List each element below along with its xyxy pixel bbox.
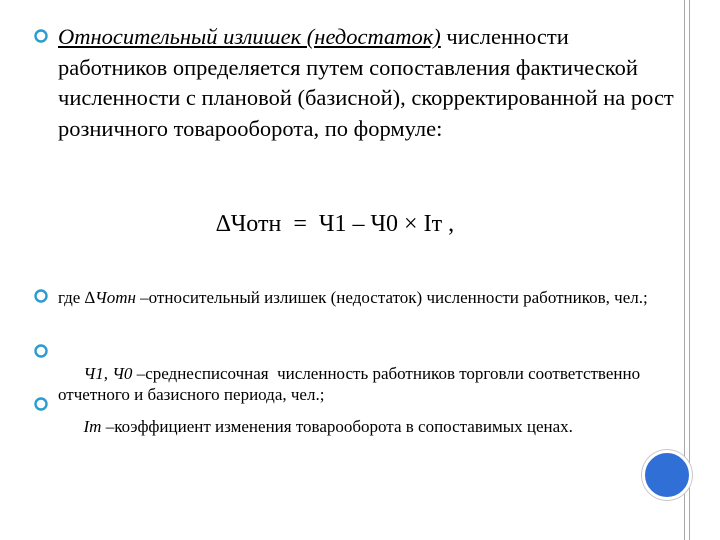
bullet-icon xyxy=(33,288,49,304)
definition-prefix xyxy=(67,364,84,383)
formula-equals: = xyxy=(281,211,319,237)
definition-text: –среднесписочная численность работников торговли соответственно отчетного и базисного периода, чел.; xyxy=(58,364,645,404)
definition-symbol: ∆Чотн xyxy=(84,288,136,307)
intro-text: численности работников определяется путем сопоставления фактической численности с плановой (базисной), скорректированной на рост розничного товарооборота, по формуле: xyxy=(58,24,674,141)
definition-text: –относительный излишек (недостаток) численности работников, чел.; xyxy=(135,288,648,307)
definition-item xyxy=(58,395,678,437)
definition-symbol: Iт xyxy=(83,417,102,436)
definition-symbol: Ч1, Ч0 xyxy=(83,364,133,383)
intro-lead: Относительный излишек (недостаток) xyxy=(58,24,441,49)
formula-rhs: Ч1 – Ч0 × Iт xyxy=(318,211,443,237)
definition-prefix: где xyxy=(58,288,85,307)
bullet-icon xyxy=(33,28,49,44)
intro-paragraph xyxy=(58,22,678,144)
bullet-icon xyxy=(33,343,49,359)
definition-text: –коэффициент изменения товарооборота в сопоставимых ценах. xyxy=(101,417,573,436)
formula-lhs: Чотн xyxy=(230,211,282,237)
blue-circle-decoration xyxy=(642,450,692,500)
formula-tail: , xyxy=(442,211,455,237)
definition-item xyxy=(58,287,678,308)
bullet-icon xyxy=(33,396,49,412)
definition-prefix xyxy=(67,417,84,436)
formula-delta: ∆ xyxy=(216,211,231,237)
formula xyxy=(216,211,454,238)
border-line xyxy=(689,0,690,540)
right-border-decoration xyxy=(682,0,720,540)
